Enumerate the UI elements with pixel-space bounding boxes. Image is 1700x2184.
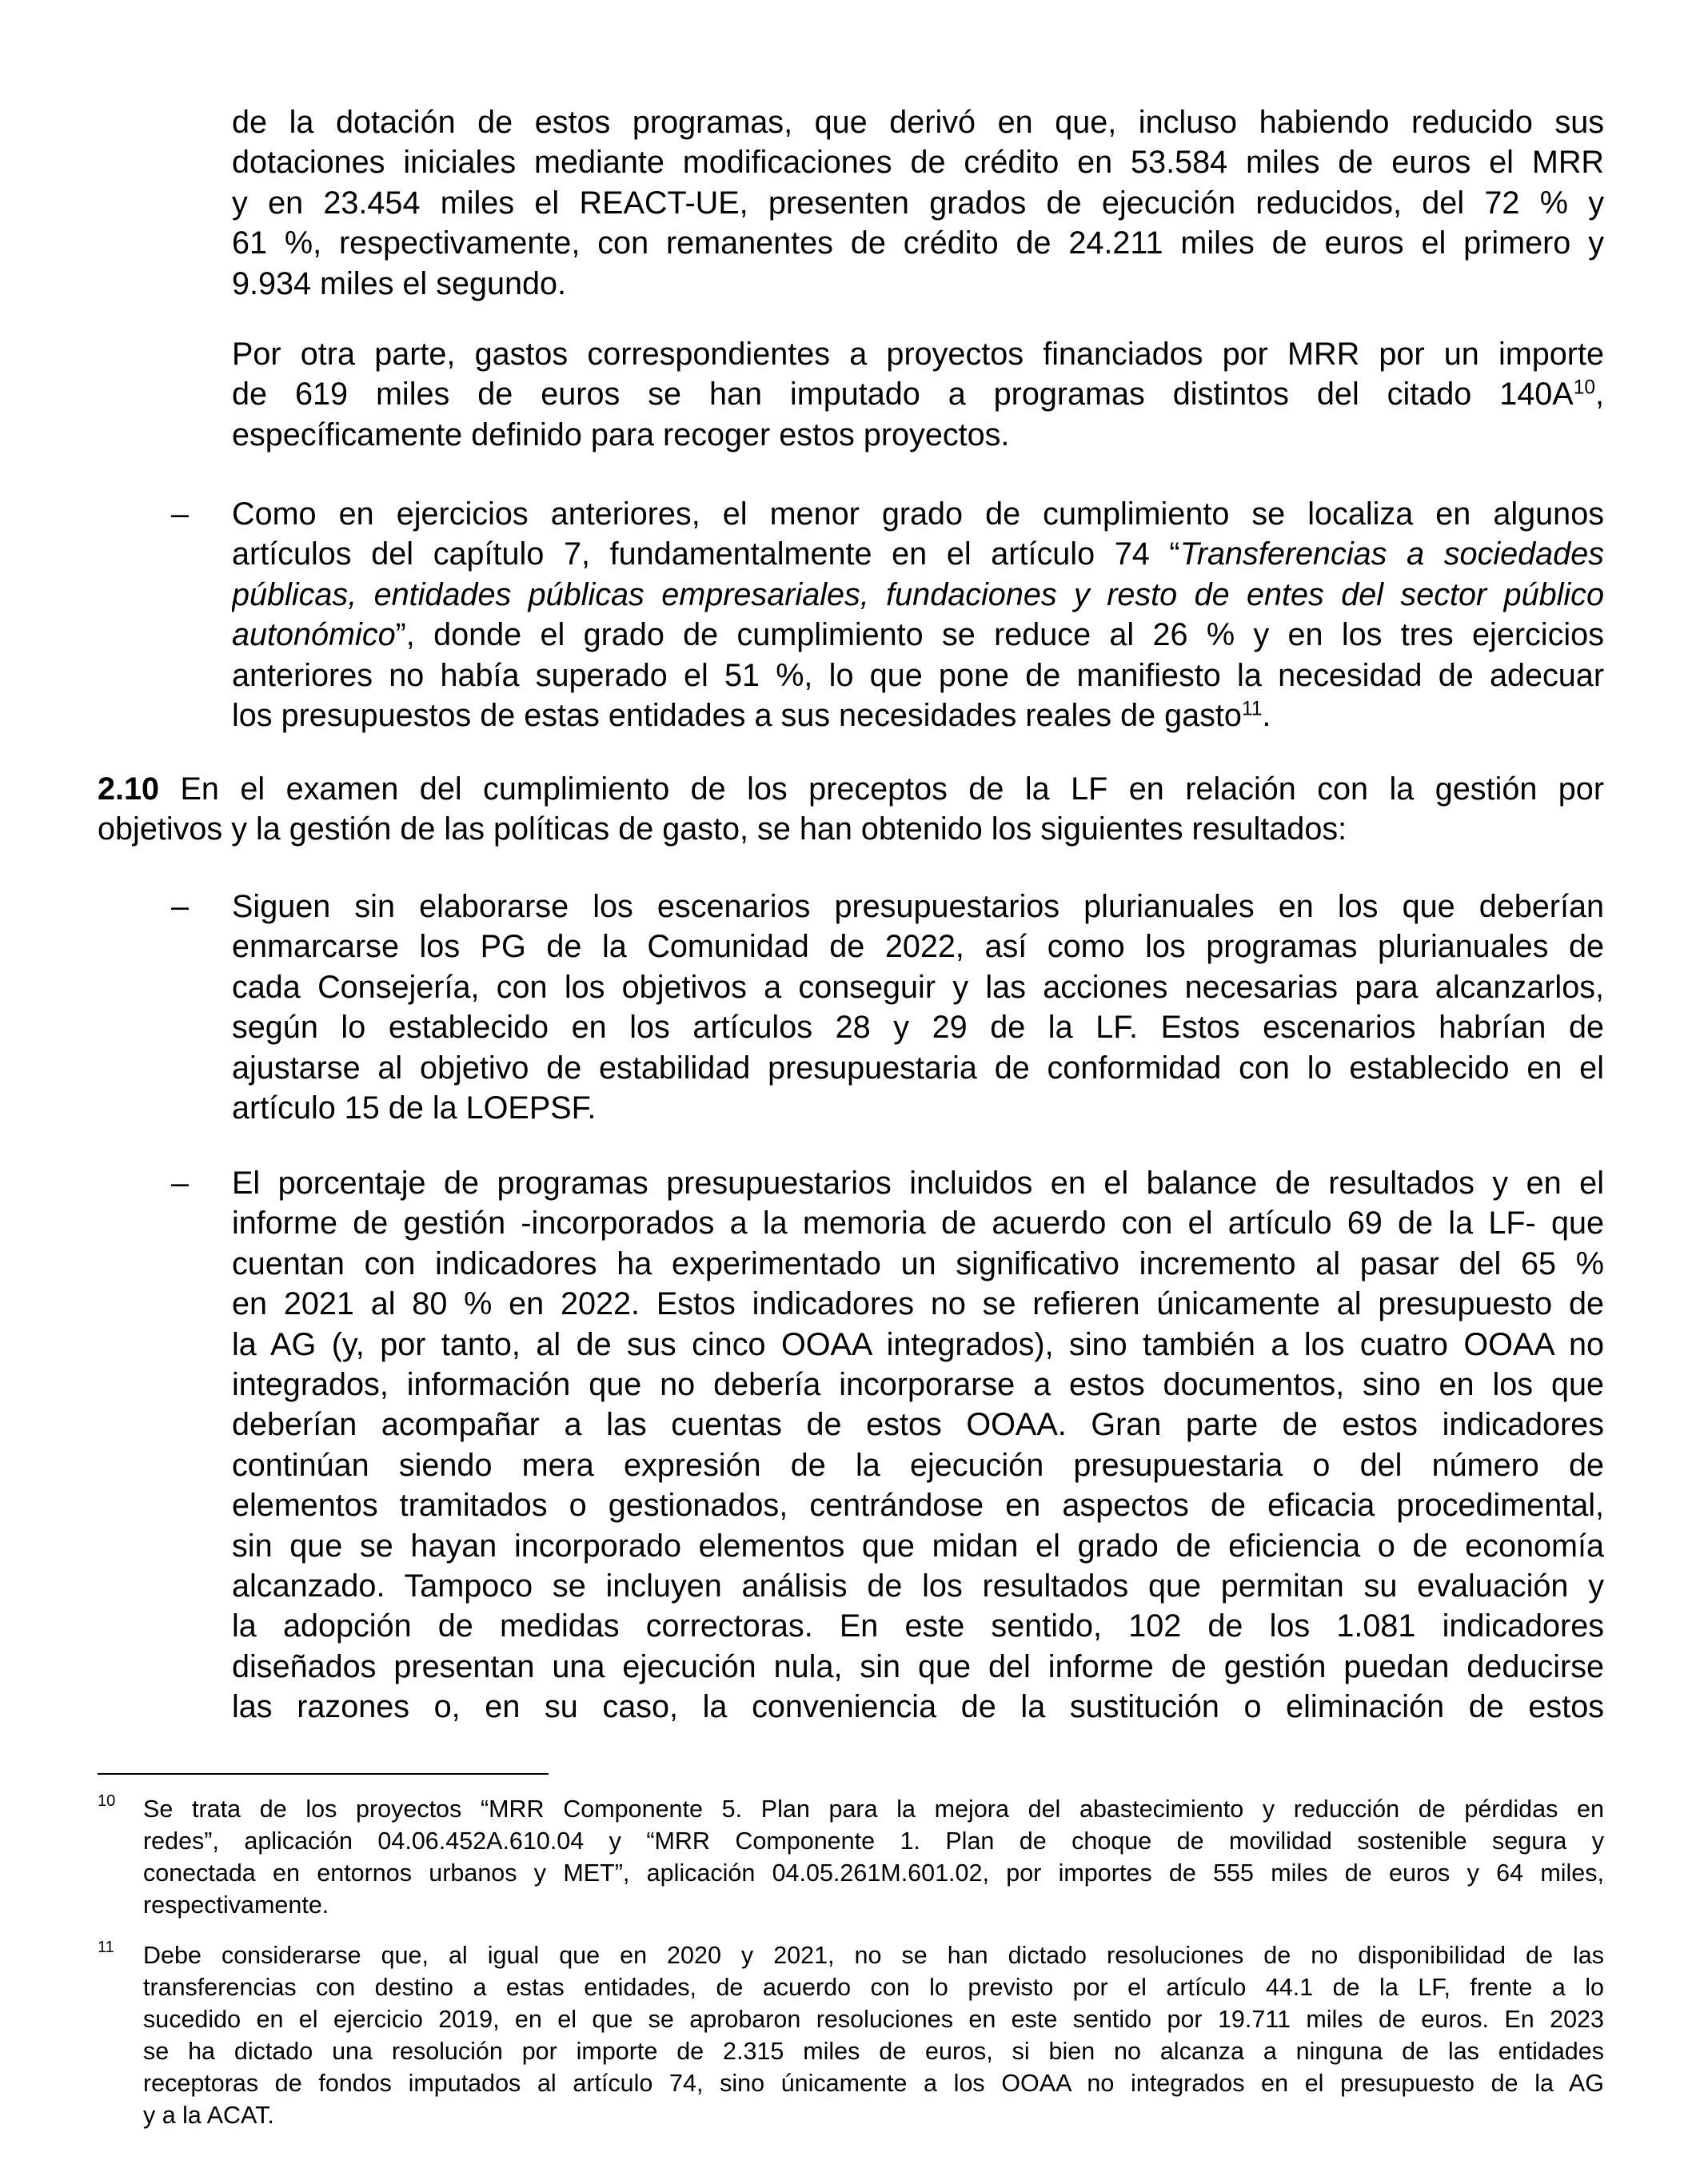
text-line: 61 %, respectivamente, con remanentes de crédito de 24.211 miles de euros el primero y [232, 225, 1604, 261]
text-line: artículo 15 de la LOEPSF. [232, 1090, 597, 1126]
text-line: receptoras de fondos imputados al artículo 74, sino únicamente a los OOAA no integrados en el presupuesto de la AG [143, 2070, 1604, 2097]
section-2-10 [98, 769, 1604, 850]
footnote-number: 11 [98, 1939, 114, 1956]
section-number: 2.10 [98, 771, 160, 807]
text-line: sin que se hayan incorporado elementos que midan el grado de eficiencia o de economía [232, 1528, 1604, 1564]
text-segment: , [1595, 377, 1604, 412]
text-line: respectivamente. [143, 1891, 329, 1919]
text-line: la AG (y, por tanto, al de sus cinco OOAA integrados), sino también a los cuatro OOAA no [232, 1326, 1604, 1362]
text-line: Se trata de los proyectos “MRR Componente 5. Plan para la mejora del abastecimiento y reducción de pérdidas en [143, 1795, 1604, 1823]
bullet-escenarios [232, 887, 1604, 1128]
text-line: transferencias con destino a estas entidades, de acuerdo con lo previsto por el artículo 44.1 de la LF, frente a lo [143, 1974, 1604, 2001]
text-line: 9.934 miles el segundo. [232, 265, 567, 301]
text-line: informe de gestión -incorporados a la memoria de acuerdo con el artículo 69 de la LF- que [232, 1206, 1604, 1241]
text-line: integrados, información que no debería incorporarse a estos documentos, sino en los que [232, 1366, 1604, 1402]
text-line: de la dotación de estos programas, que derivó en que, incluso habiendo reducido sus [232, 105, 1604, 140]
bullet-dash-icon: – [171, 1166, 190, 1201]
text-line: continúan siendo mera expresión de la ejecución presupuestaria o del número de [232, 1447, 1604, 1483]
bullet-indicadores [232, 1163, 1604, 1727]
text-line: elementos tramitados o gestionados, centrándose en aspectos de eficacia procedimental, [232, 1488, 1604, 1524]
text-segment: . [1262, 697, 1271, 733]
text-segment: públicas, entidades públicas empresariales, fundaciones y resto de entes del sector público [232, 576, 1604, 612]
text-line [98, 769, 1604, 809]
text-line: Debe considerarse que, al igual que en 2020 y 2021, no se han dictado resoluciones de no disponibilidad de las [143, 1942, 1604, 1969]
text-line: alcanzado. Tampoco se incluyen análisis de los resultados que permitan su evaluación y [232, 1568, 1604, 1604]
text-line: y en 23.454 miles el REACT-UE, presenten grados de ejecución reducidos, del 72 % y [232, 185, 1604, 221]
text-line: sucedido en el ejercicio 2019, en el que se aprobaron resoluciones en este sentido por 19.711 miles de euros. En 2023 [143, 2006, 1604, 2033]
bullet-dash-icon: – [171, 496, 190, 532]
text-line [232, 575, 1604, 615]
text-line: específicamente definido para recoger estos proyectos. [232, 416, 1010, 452]
text-line: se ha dictado una resolución por importe de 2.315 miles de euros, si bien no alcanza a ninguna de las entidades [143, 2038, 1604, 2065]
text-line [232, 615, 1604, 655]
text-segment: de 619 miles de euros se han imputado a programas distintos del citado 140A [232, 377, 1574, 412]
text-line: ajustarse al objetivo de estabilidad presupuestaria de conformidad con lo establecido en el [232, 1050, 1604, 1086]
footnote-separator [98, 1773, 549, 1775]
text-line: conectada en entornos urbanos y MET”, aplicación 04.05.261M.601.02, por importes de 555 miles de euros y 64 miles, [143, 1859, 1604, 1887]
text-line: El porcentaje de programas presupuestarios incluidos en el balance de resultados y en el [232, 1166, 1604, 1201]
text-line: según lo establecido en los artículos 28 y 29 de la LF. Estos escenarios habrían de [232, 1010, 1604, 1046]
text-line: diseñados presentan una ejecución nula, sin que del informe de gestión puedan deducirse [232, 1648, 1604, 1684]
footnote-10 [143, 1793, 1604, 1921]
text-segment: ”, donde el grado de cumplimiento se reduce al 26 % y en los tres ejercicios [395, 617, 1604, 653]
text-segment: los presupuestos de estas entidades a sus necesidades reales de gasto [232, 697, 1242, 733]
footnote-11 [143, 1939, 1604, 2131]
text-line: anteriores no había superado el 51 %, lo que pone de manifiesto la necesidad de adecuar [232, 657, 1604, 693]
text-segment: En el examen del cumplimiento de los preceptos de la LF en relación con la gestión por [159, 771, 1604, 807]
text-line [232, 695, 1604, 735]
footnote-number: 10 [98, 1792, 116, 1810]
text-line: Siguen sin elaborarse los escenarios presupuestarios plurianuales en los que deberían [232, 889, 1604, 924]
footnote-ref: 11 [1241, 698, 1263, 720]
footnote-ref: 10 [1573, 377, 1595, 399]
text-line: objetivos y la gestión de las políticas de gasto, se han obtenido los siguientes resultados: [98, 811, 1347, 847]
text-line [232, 374, 1604, 414]
bullet-capitulo-7 [232, 494, 1604, 735]
text-line: Por otra parte, gastos correspondientes a proyectos financiados por MRR por un importe [232, 337, 1604, 372]
text-line: cuentan con indicadores ha experimentado un significativo incremento al pasar del 65 % [232, 1245, 1604, 1281]
text-line [232, 534, 1604, 574]
p-dotacion [232, 102, 1604, 304]
p-otra-parte [232, 334, 1604, 455]
text-line: deberían acompañar a las cuentas de estos OOAA. Gran parte de estos indicadores [232, 1407, 1604, 1443]
text-line: y a la ACAT. [143, 2102, 274, 2129]
text-line: dotaciones iniciales mediante modificaciones de crédito en 53.584 miles de euros el MRR [232, 145, 1604, 181]
text-segment: autonómico [232, 617, 396, 653]
text-line: enmarcarse los PG de la Comunidad de 2022, así como los programas plurianuales de [232, 929, 1604, 965]
text-segment: Transferencias a sociedades [1179, 536, 1604, 572]
text-line: en 2021 al 80 % en 2022. Estos indicadores no se refieren únicamente al presupuesto de [232, 1286, 1604, 1322]
text-line: cada Consejería, con los objetivos a conseguir y las acciones necesarias para alcanzarlos, [232, 969, 1604, 1005]
bullet-dash-icon: – [171, 889, 190, 924]
text-line: las razones o, en su caso, la conveniencia de la sustitución o eliminación de estos [232, 1689, 1604, 1725]
text-line: Como en ejercicios anteriores, el menor grado de cumplimiento se localiza en algunos [232, 496, 1604, 532]
text-line: la adopción de medidas correctoras. En este sentido, 102 de los 1.081 indicadores [232, 1608, 1604, 1644]
text-segment: artículos del capítulo 7, fundamentalmente en el artículo 74 “ [232, 536, 1180, 572]
text-line: redes”, aplicación 04.06.452A.610.04 y “MRR Componente 1. Plan de choque de movilidad sostenible segura y [143, 1827, 1604, 1855]
